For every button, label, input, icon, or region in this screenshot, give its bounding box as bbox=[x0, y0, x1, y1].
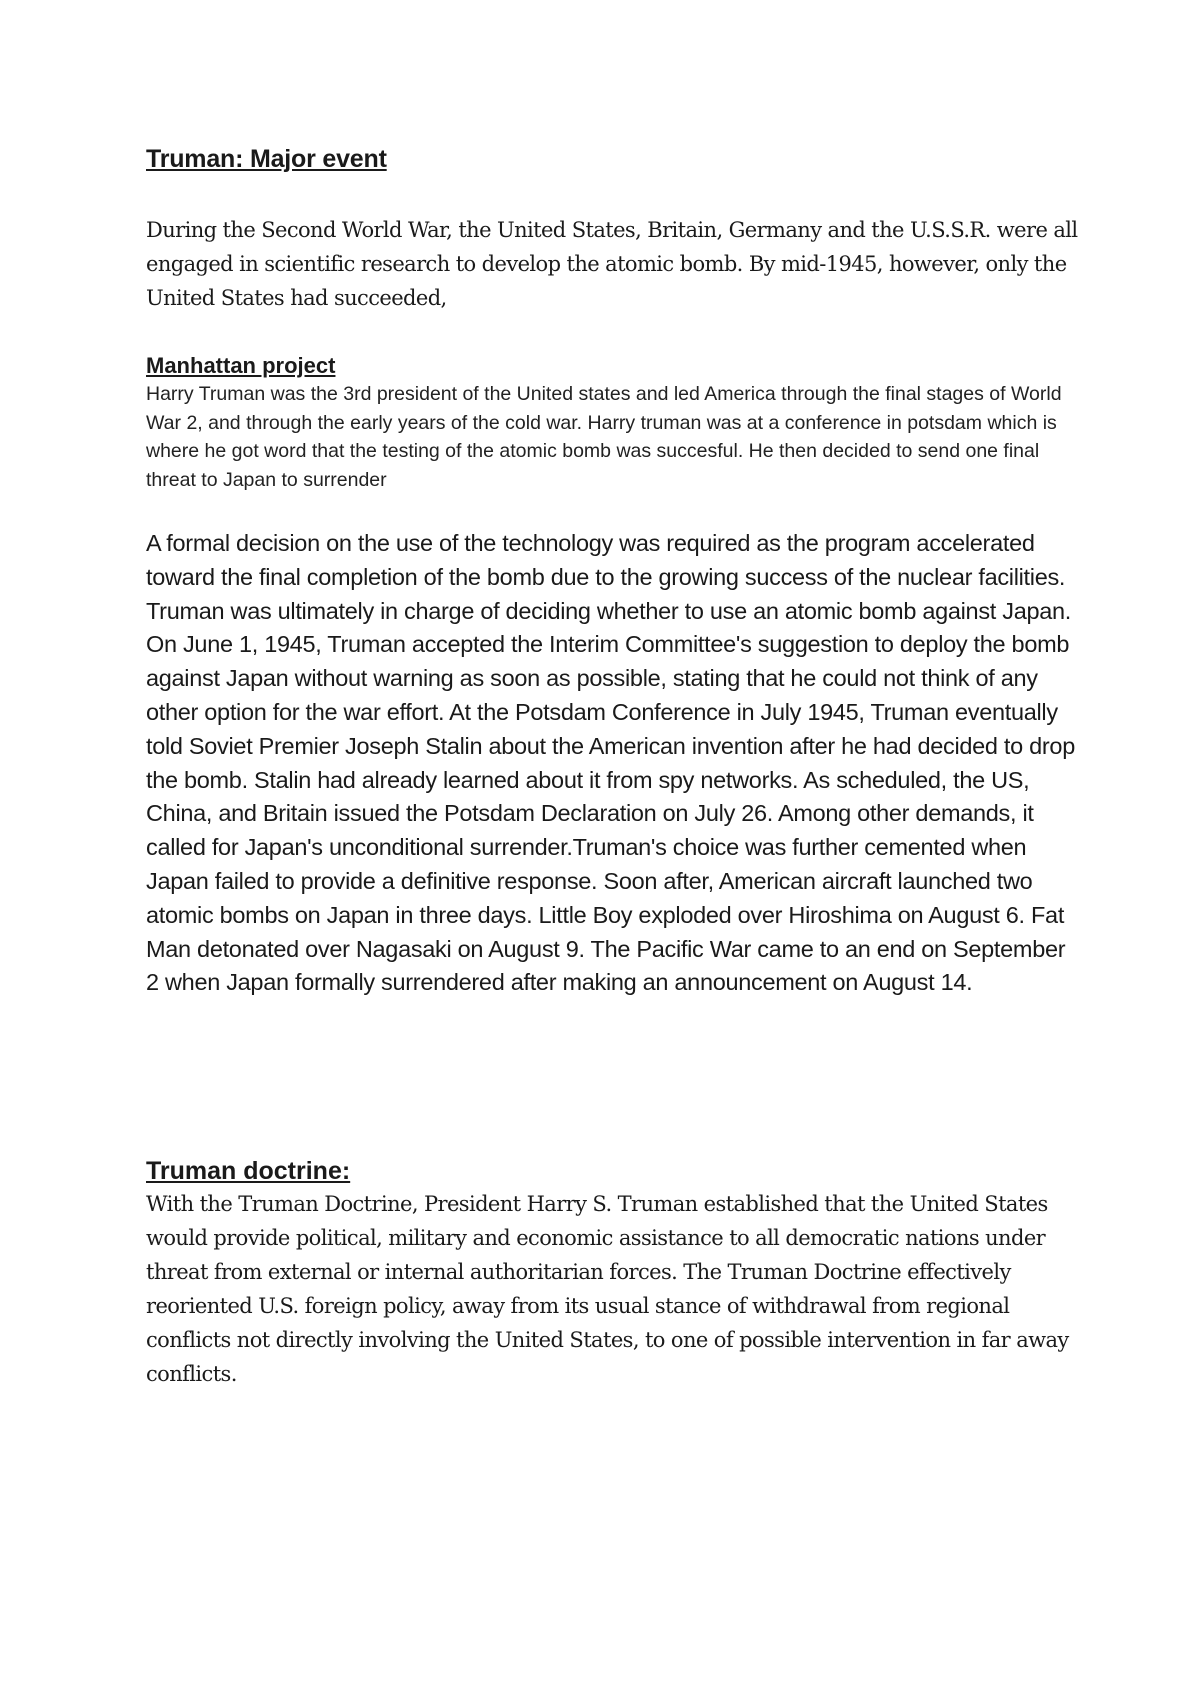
manhattan-summary-paragraph: Harry Truman was the 3rd president of the United states and led America through the final stages of World War 2, and through the early years of the cold war. Harry truman was at a conference in potsdam which is where he got word that the testing of the atomic bomb was succesful. He then decided to send one final threat to Japan to surrender bbox=[146, 383, 1062, 491]
page-title: Truman: Major event bbox=[146, 145, 387, 173]
section-heading-doctrine: Truman doctrine: bbox=[146, 1157, 351, 1185]
title-block bbox=[146, 145, 1076, 174]
intro-block bbox=[146, 213, 1086, 315]
doctrine-section bbox=[146, 1157, 1076, 1391]
doctrine-body-paragraph: With the Truman Doctrine, President Harry S. Truman established that the United States would provide political, military and economic assistance to all democratic nations under threat from external or internal authoritarian forces. The Truman Doctrine effectively reoriented U.S. foreign policy, away from its usual stance of withdrawal from regional conflicts not directly involving the United States, to one of possible intervention in far away conflicts. bbox=[146, 1192, 1069, 1386]
manhattan-section bbox=[146, 353, 1076, 1000]
manhattan-body-paragraph: A formal decision on the use of the technology was required as the program accelerated toward the final completion of the bomb due to the growing success of the nuclear facilities. Truman was ultimately in charge of deciding whether to use an atomic bomb against Japan. On June 1, 1945, Truman accepted the Interim Committee's suggestion to deploy the bomb against Japan without warning as soon as possible, stating that he could not think of any other option for the war effort. At the Potsdam Conference in July 1945, Truman eventually told Soviet Premier Joseph Stalin about the American invention after he had decided to drop the bomb. Stalin had already learned about it from spy networks. As scheduled, the US, China, and Britain issued the Potsdam Declaration on July 26. Among other demands, it called for Japan's unconditional surrender.Truman's choice was further cemented when Japan failed to provide a definitive response. Soon after, American aircraft launched two atomic bombs on Japan in three days. Little Boy exploded over Hiroshima on August 6. Fat Man detonated over Nagasaki on August 9. The Pacific War came to an end on September 2 when Japan formally surrendered after making an announcement on August 14. bbox=[146, 530, 1075, 996]
section-heading-manhattan: Manhattan project bbox=[146, 353, 336, 378]
intro-paragraph: During the Second World War, the United States, Britain, Germany and the U.S.S.R. were all engaged in scientific research to develop the atomic bomb. By mid-1945, however, only the United States had succeeded, bbox=[146, 218, 1078, 310]
